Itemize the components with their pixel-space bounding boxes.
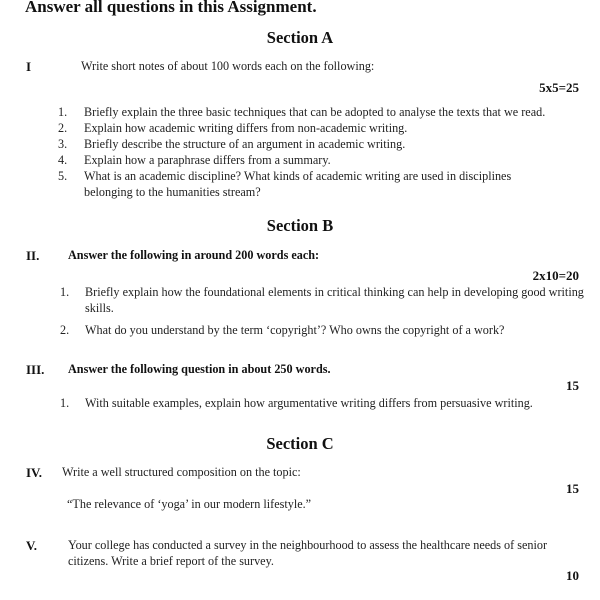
- question-number: II.: [26, 248, 40, 263]
- item-text: Briefly explain the three basic techniques that can be adopted to analyse the texts that we read.: [84, 105, 546, 119]
- composition-topic: “The relevance of ‘yoga’ in our modern lifestyle.”: [67, 497, 312, 511]
- item-text: Explain how a paraphrase differs from a summary.: [84, 153, 331, 167]
- question-instruction: Answer the following in around 200 words each:: [68, 248, 320, 262]
- question-marks: 15: [566, 378, 579, 393]
- assignment-title: Answer all questions in this Assignment.: [25, 0, 317, 16]
- item-number: 1.: [60, 285, 70, 299]
- question-instruction: Your college has conducted a survey in the neighbourhood to assess the healthcare needs of senior citizens. Write a brief report of the survey.: [68, 538, 548, 568]
- item-number: 3.: [58, 137, 68, 151]
- item-text: With suitable examples, explain how argumentative writing differs from persuasive writing.: [85, 396, 533, 410]
- question-number: III.: [26, 362, 45, 377]
- question-instruction: Write short notes of about 100 words each on the following:: [81, 59, 375, 73]
- question-instruction: Answer the following question in about 250 words.: [68, 362, 331, 376]
- item-number: 1.: [60, 396, 70, 410]
- item-text: Briefly explain how the foundational elements in critical thinking can help in developing good writing skills.: [85, 285, 584, 315]
- item-text: Explain how academic writing differs from non-academic writing.: [84, 121, 408, 135]
- item-number: 5.: [58, 169, 68, 183]
- item-text: What is an academic discipline? What kinds of academic writing are used in disciplines belonging to the humanities stream?: [84, 169, 512, 199]
- question-instruction: Write a well structured composition on the topic:: [62, 465, 301, 479]
- question-marks: 5x5=25: [539, 80, 579, 95]
- section-b-heading: Section B: [266, 216, 334, 235]
- item-text: What do you understand by the term ‘copyright’? Who owns the copyright of a work?: [85, 323, 505, 337]
- question-number: IV.: [26, 465, 43, 480]
- question-marks: 10: [566, 568, 579, 583]
- item-number: 4.: [58, 153, 68, 167]
- question-number: I: [26, 59, 32, 74]
- item-number: 2.: [58, 121, 68, 135]
- question-marks: 15: [566, 481, 579, 496]
- section-a-heading: Section A: [266, 28, 334, 47]
- question-marks: 2x10=20: [532, 268, 579, 283]
- item-text: Briefly describe the structure of an argument in academic writing.: [84, 137, 406, 151]
- item-number: 1.: [58, 105, 68, 119]
- question-number: V.: [26, 538, 37, 553]
- section-c-heading: Section C: [266, 434, 334, 453]
- item-number: 2.: [60, 323, 70, 337]
